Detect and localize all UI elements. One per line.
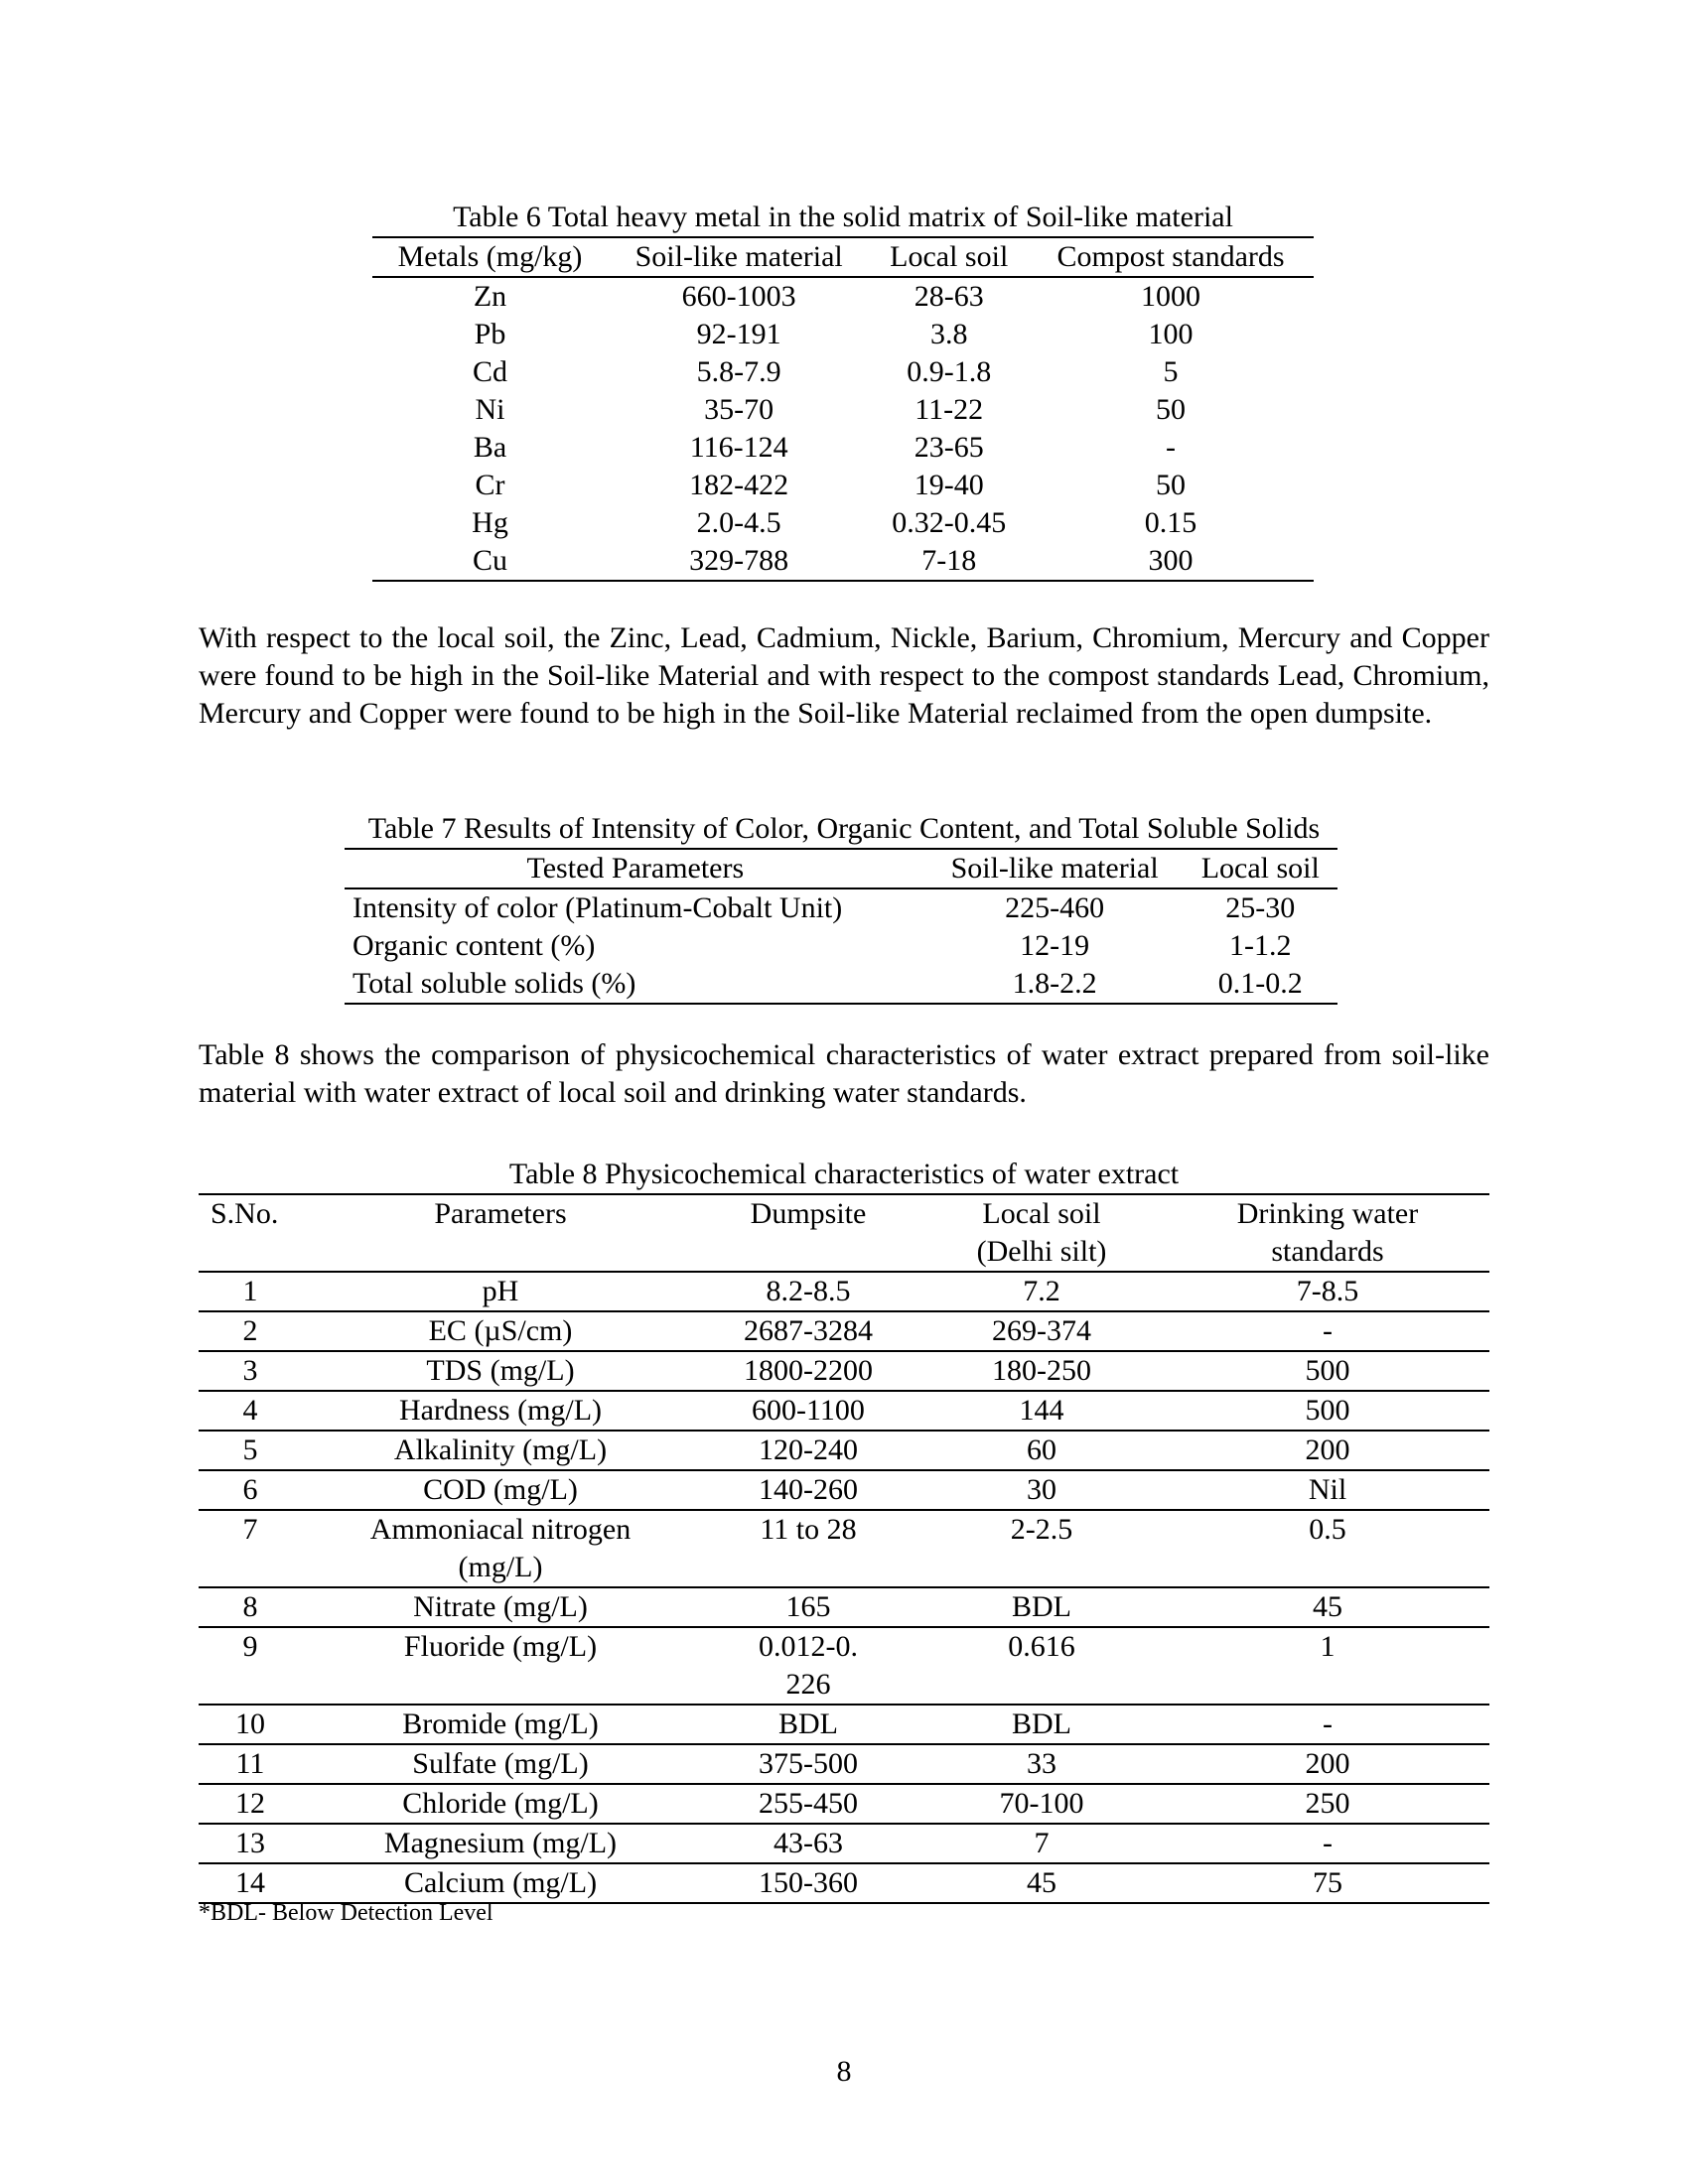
- page-number: 8: [836, 2055, 852, 2088]
- table-cell: Nitrate (mg/L): [302, 1587, 699, 1627]
- table-row: [199, 1272, 1489, 1311]
- table-cell: Alkalinity (mg/L): [302, 1431, 699, 1470]
- table-cell: 200: [1166, 1744, 1489, 1784]
- table-cell: 5: [199, 1431, 302, 1470]
- table-cell: Cd: [472, 355, 507, 388]
- table-cell: 3: [199, 1351, 302, 1391]
- table-cell: 7: [917, 1824, 1166, 1863]
- table-cell: 0.9-1.8: [907, 355, 992, 388]
- table-row: [199, 1587, 1489, 1627]
- table-cell: 300: [1148, 544, 1194, 577]
- table-cell: 8.2-8.5: [699, 1272, 917, 1311]
- table-row: [345, 927, 1337, 965]
- table-6-header-compost: Compost standards: [1028, 237, 1314, 277]
- table-row: [372, 467, 1314, 504]
- table-cell: 11: [199, 1744, 302, 1784]
- table-8-header-dumpsite: Dumpsite: [699, 1194, 917, 1272]
- table-7-header-local-soil: Local soil: [1184, 849, 1337, 888]
- table-cell: Nil: [1166, 1470, 1489, 1510]
- table-cell: 28-63: [914, 280, 984, 313]
- table-cell: 0.5: [1166, 1510, 1489, 1587]
- table-cell: 0.32-0.45: [892, 506, 1007, 539]
- table-6-caption: Table 6 Total heavy metal in the solid matrix of Soil-like material: [453, 201, 1233, 233]
- table-row: [199, 1431, 1489, 1470]
- table-cell: BDL: [699, 1705, 917, 1744]
- table-cell: 12-19: [1020, 929, 1090, 962]
- table-cell: 3.8: [929, 318, 968, 350]
- table-cell: 50: [1156, 469, 1187, 501]
- table-cell: Sulfate (mg/L): [302, 1744, 699, 1784]
- table-row: [199, 1705, 1489, 1744]
- table-cell: 7.2: [917, 1272, 1166, 1311]
- table-cell: 7: [199, 1510, 302, 1587]
- table-cell: 0.012-0.226: [699, 1627, 917, 1705]
- table-cell: Hg: [472, 506, 508, 539]
- table-7-header-soil-like: Soil-like material: [926, 849, 1184, 888]
- table-cell: 9: [199, 1627, 302, 1705]
- table-cell: 2687-3284: [699, 1311, 917, 1351]
- table-cell: 33: [917, 1744, 1166, 1784]
- table-cell: 70-100: [917, 1784, 1166, 1824]
- table-cell: Intensity of color (Platinum-Cobalt Unit): [352, 891, 843, 924]
- table-cell: -: [1166, 1705, 1489, 1744]
- table-cell: 1-1.2: [1229, 929, 1292, 962]
- table-cell: 100: [1148, 318, 1194, 350]
- table-cell: 11 to 28: [699, 1510, 917, 1587]
- table-row: [372, 504, 1314, 542]
- table-6-header-local-soil: Local soil: [870, 237, 1028, 277]
- table-cell: Hardness (mg/L): [302, 1391, 699, 1431]
- table-row: [199, 1824, 1489, 1863]
- table-6-header-metals: Metals (mg/kg): [372, 237, 608, 277]
- table-8-caption: Table 8 Physicochemical characteristics of water extract: [508, 1158, 1180, 1190]
- table-cell: 14: [199, 1863, 302, 1903]
- table-cell: 660-1003: [681, 280, 796, 313]
- table-cell: 45: [1166, 1587, 1489, 1627]
- table-cell: 60: [917, 1431, 1166, 1470]
- table-cell: 1800-2200: [699, 1351, 917, 1391]
- table-cell: 11-22: [914, 393, 984, 426]
- table-cell: 329-788: [689, 544, 789, 577]
- table-cell: 180-250: [917, 1351, 1166, 1391]
- table-cell: 2.0-4.5: [696, 506, 781, 539]
- table-cell: -: [1166, 431, 1177, 464]
- table-6-grid: [372, 236, 1314, 582]
- table-cell: Calcium (mg/L): [302, 1863, 699, 1903]
- table-cell: 8: [199, 1587, 302, 1627]
- table-8: [199, 1156, 1489, 1904]
- table-cell: 150-360: [699, 1863, 917, 1903]
- table-cell: 13: [199, 1824, 302, 1863]
- table-cell: 45: [917, 1863, 1166, 1903]
- table-cell: EC (µS/cm): [302, 1311, 699, 1351]
- table-8-header-local-soil: Local soil (Delhi silt): [917, 1194, 1166, 1272]
- table-row: [372, 277, 1314, 316]
- table-row: [199, 1351, 1489, 1391]
- table-row: [199, 1510, 1489, 1587]
- table-cell: 5.8-7.9: [696, 355, 781, 388]
- table-row: [199, 1744, 1489, 1784]
- table-row: [199, 1391, 1489, 1431]
- table-cell: 120-240: [699, 1431, 917, 1470]
- table-cell: 19-40: [914, 469, 984, 501]
- table-cell: TDS (mg/L): [302, 1351, 699, 1391]
- table-cell: Total soluble solids (%): [352, 967, 636, 1000]
- table-6-header-row: [372, 237, 1314, 277]
- table-6-header-soil-like: Soil-like material: [608, 237, 870, 277]
- table-cell: 0.1-0.2: [1217, 967, 1303, 1000]
- table-7-grid: [345, 848, 1337, 1005]
- table-cell: 1: [199, 1272, 302, 1311]
- table-cell: Chloride (mg/L): [302, 1784, 699, 1824]
- table-cell: 35-70: [704, 393, 774, 426]
- table-cell: Cu: [472, 544, 507, 577]
- table-row: [199, 1863, 1489, 1903]
- table-8-header-row: [199, 1194, 1489, 1272]
- table-cell: 1: [1166, 1627, 1489, 1705]
- table-cell: 165: [699, 1587, 917, 1627]
- table-7-caption: Table 7 Results of Intensity of Color, Organic Content, and Total Soluble Solids: [367, 812, 1321, 845]
- table-6: [372, 199, 1314, 582]
- table-cell: 1.8-2.2: [1012, 967, 1097, 1000]
- table-cell: 500: [1166, 1391, 1489, 1431]
- table-8-header-drinking-water: Drinking water standards: [1166, 1194, 1489, 1272]
- table-cell: 12: [199, 1784, 302, 1824]
- table-row: [345, 888, 1337, 927]
- table-cell: 116-124: [689, 431, 788, 464]
- table-row: [372, 316, 1314, 353]
- table-row: [199, 1784, 1489, 1824]
- table-cell: 0.616: [917, 1627, 1166, 1705]
- table-cell: 250: [1166, 1784, 1489, 1824]
- table-cell: 10: [199, 1705, 302, 1744]
- table-7-header-parameters: Tested Parameters: [345, 849, 926, 888]
- table-row: [372, 353, 1314, 391]
- table-row: [199, 1311, 1489, 1351]
- table-row: [372, 429, 1314, 467]
- table-cell: 7-8.5: [1166, 1272, 1489, 1311]
- paragraph-heavy-metals: With respect to the local soil, the Zinc, Lead, Cadmium, Nickle, Barium, Chromium, Mercury and Copper were found to be high in the Soil-like Material and with respect to the compost standards Lead, Chromium, Mercury and Copper were found to be high in the Soil-like Material reclaimed from the open dumpsite.: [199, 621, 1489, 730]
- table-cell: 225-460: [1005, 891, 1105, 924]
- table-cell: 255-450: [699, 1784, 917, 1824]
- table-cell: BDL: [917, 1587, 1166, 1627]
- table-row: [199, 1627, 1489, 1705]
- table-cell: 50: [1156, 393, 1187, 426]
- table-cell: 25-30: [1225, 891, 1296, 924]
- table-cell: 375-500: [699, 1744, 917, 1784]
- table-row: [345, 965, 1337, 1004]
- table-cell: Ba: [473, 431, 507, 464]
- table-8-grid: [199, 1193, 1489, 1904]
- paragraph-table-8-intro: Table 8 shows the comparison of physicochemical characteristics of water extract prepared from soil-like material with water extract of local soil and drinking water standards.: [199, 1038, 1489, 1109]
- table-cell: -: [1166, 1824, 1489, 1863]
- table-cell: Fluoride (mg/L): [302, 1627, 699, 1705]
- table-cell: 75: [1166, 1863, 1489, 1903]
- table-cell: 600-1100: [699, 1391, 917, 1431]
- table-cell: pH: [302, 1272, 699, 1311]
- table-cell: 1000: [1141, 280, 1201, 313]
- table-cell: 5: [1163, 355, 1179, 388]
- table-cell: 144: [917, 1391, 1166, 1431]
- table-cell: BDL: [917, 1705, 1166, 1744]
- table-cell: 0.15: [1144, 506, 1197, 539]
- table-cell: Pb: [474, 318, 506, 350]
- table-row: [372, 542, 1314, 581]
- table-cell: 269-374: [917, 1311, 1166, 1351]
- table-cell: 23-65: [914, 431, 984, 464]
- table-cell: 7-18: [921, 544, 977, 577]
- table-cell: Magnesium (mg/L): [302, 1824, 699, 1863]
- table-cell: 92-191: [696, 318, 781, 350]
- table-row: [372, 391, 1314, 429]
- table-cell: COD (mg/L): [302, 1470, 699, 1510]
- footnote: *BDL- Below Detection Level: [199, 1900, 493, 1926]
- table-cell: Cr: [475, 469, 505, 501]
- table-cell: 200: [1166, 1431, 1489, 1470]
- table-7-header-row: [345, 849, 1337, 888]
- table-cell: Zn: [473, 280, 507, 313]
- table-cell: 500: [1166, 1351, 1489, 1391]
- table-cell: 2-2.5: [917, 1510, 1166, 1587]
- table-cell: Bromide (mg/L): [302, 1705, 699, 1744]
- table-cell: 182-422: [689, 469, 789, 501]
- table-cell: -: [1166, 1311, 1489, 1351]
- table-cell: 6: [199, 1470, 302, 1510]
- table-cell: 2: [199, 1311, 302, 1351]
- table-cell: 4: [199, 1391, 302, 1431]
- table-cell: Ni: [475, 393, 505, 426]
- table-cell: 30: [917, 1470, 1166, 1510]
- table-cell: Organic content (%): [352, 929, 596, 962]
- table-row: [199, 1470, 1489, 1510]
- table-8-header-parameters: Parameters: [302, 1194, 699, 1272]
- table-cell: 140-260: [699, 1470, 917, 1510]
- table-cell: Ammoniacal nitrogen (mg/L): [302, 1510, 699, 1587]
- table-7: [308, 810, 1380, 1005]
- table-8-header-sno: S.No.: [199, 1194, 302, 1272]
- table-cell: 43-63: [699, 1824, 917, 1863]
